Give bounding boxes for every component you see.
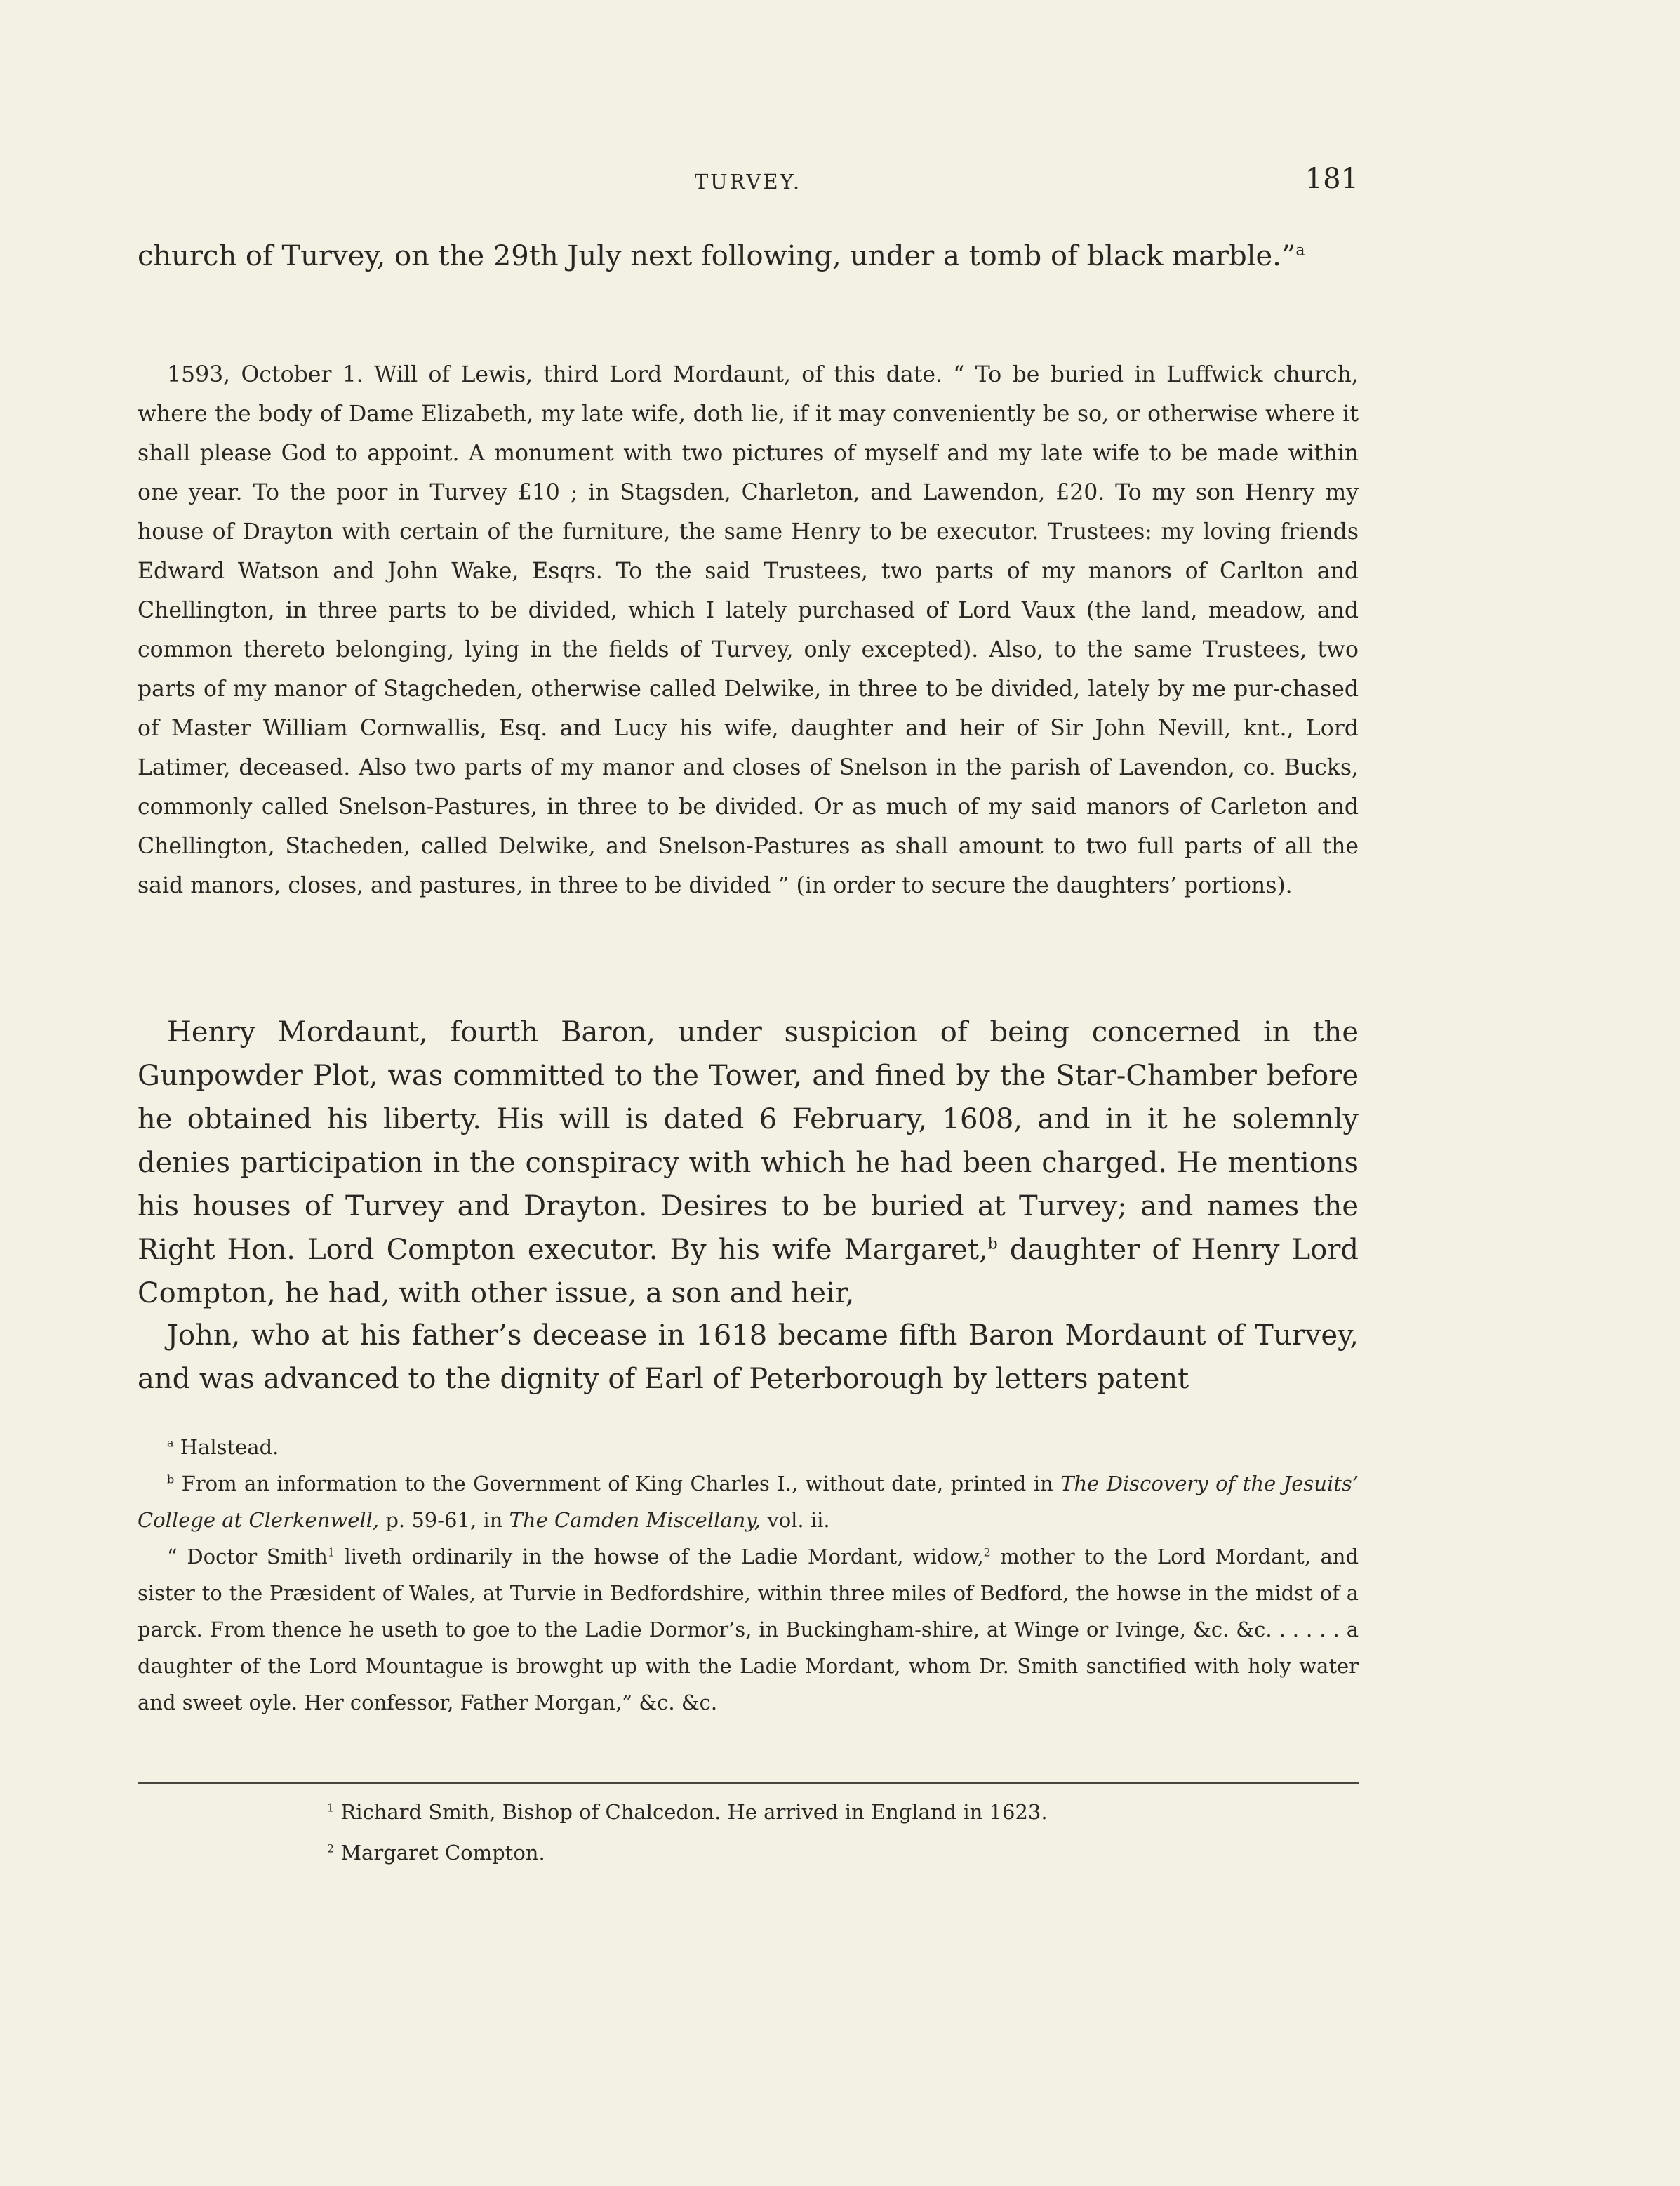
sub-footnote-1 — [327, 1794, 1309, 1830]
sub-footnote-ref-1: 1 — [327, 1545, 335, 1559]
quote-text-2: liveth ordinarily in the howse of the Ladie Mordant, widow, — [334, 1545, 984, 1568]
running-header — [138, 163, 1359, 199]
footnote-b-text: From an information to the Government of King Charles I., without date, printed in — [181, 1472, 1061, 1495]
footnote-rule — [138, 1782, 1359, 1784]
footnote-ref-b: b — [987, 1235, 998, 1253]
henry-text-2: daughter of Henry Lord Compton, he had, with other issue, a son and heir, — [138, 1234, 1359, 1309]
sub-footnote-2-text: Margaret Compton. — [340, 1841, 545, 1865]
john-mordaunt-paragraph: John, who at his father’s decease in 1618 became fifth Baron Mordaunt of Turvey, and was advanced to the dignity of Earl of Peterborough by letters patent — [138, 1319, 1359, 1395]
running-title: TURVEY. — [694, 170, 802, 194]
footnote-a-mark: a — [167, 1436, 174, 1450]
henry-mordaunt-paragraph — [138, 1011, 1359, 1315]
sub-footnote-1-mark: 1 — [327, 1801, 335, 1815]
footnote-b-title-camden: The Camden Miscellany, — [509, 1508, 761, 1532]
page-number: 181 — [1305, 163, 1359, 195]
footnote-b — [138, 1465, 1359, 1538]
footnote-b-text-3: vol. ii. — [761, 1508, 830, 1532]
footnote-a-text: Halstead. — [180, 1435, 279, 1459]
sub-footnote-ref-2: 2 — [983, 1545, 991, 1559]
sub-footnote-1-text: Richard Smith, Bishop of Chalcedon. He arrived in England in 1623. — [340, 1800, 1048, 1824]
will-1593-paragraph: 1593, October 1. Will of Lewis, third Lord Mordaunt, of this date. “ To be buried in Luffwick church, where the body of Dame Elizabeth, my late wife, doth lie, if it may conveniently be so, or otherwise where it shall please God to appoint. A monument with two pictures of myself and my late wife to be made within one year. To the poor in Turvey £10 ; in Stagsden, Charleton, and Lawendon, £20. To my son Henry my house of Drayton with certain of the furniture, the same Henry to be executor. Trustees: my loving friends Edward Watson and John Wake, Esqrs. To the said Trustees, two parts of my manors of Carlton and Chellington, in three parts to be divided, which I lately purchased of Lord Vaux (the land, meadow, and common thereto belonging, lying in the fields of Turvey, only excepted). Also, to the same Trustees, two parts of my manor of Stagcheden, otherwise called Delwike, in three to be divided, lately by me pur-chased of Master William Cornwallis, Esq. and Lucy his wife, daughter and heir of Sir John Nevill, knt., Lord Latimer, deceased. Also two parts of my manor and closes of Snelson in the parish of Lavendon, co. Bucks, commonly called Snelson-Pastures, in three to be divided. Or as much of my said manors of Carleton and Chellington, Stacheden, called Delwike, and Snelson-Pastures as shall amount to two full parts of all the said manors, closes, and pastures, in three to be divided ” (in order to secure the daughters’ portions). — [138, 362, 1359, 898]
continuation-paragraph — [138, 234, 1359, 278]
footnote-quote — [138, 1538, 1359, 1721]
footnote-b-title-discovery: The Discovery of the Jesuits’ College at Clerkenwell, — [138, 1472, 1359, 1532]
footnote-b-text-2: p. 59-61, in — [379, 1508, 509, 1532]
continuation-text: church of Turvey, on the 29th July next following, under a tomb of black marble.” — [138, 240, 1296, 272]
sub-footnote-2-mark: 2 — [327, 1841, 335, 1855]
footnote-a — [138, 1429, 1359, 1465]
henry-text-1: Henry Mordaunt, fourth Baron, under suspicion of being concerned in the Gunpowder Plot, was committed to the Tower, and fined by the Star-Chamber before he obtained his liberty. His will is dated 6 February, 1608, and in it he solemnly denies participation in the conspiracy with which he had been charged. He mentions his houses of Turvey and Drayton. Desires to be buried at Turvey; and names the Right Hon. Lord Compton executor. By his wife Margaret, — [138, 1016, 1359, 1266]
footnote-b-mark: b — [167, 1472, 175, 1486]
quote-text-1: “ Doctor Smith — [167, 1545, 328, 1568]
sub-footnote-2 — [327, 1834, 1309, 1871]
footnote-ref-a: a — [1295, 241, 1305, 260]
quote-text-3: mother to the Lord Mordant, and sister to the Præsident of Wales, at Turvie in Bedfordshire, within three miles of Bedford, the howse in the midst of a parck. From thence he useth to goe to the Ladie Dormor’s, in Buckingham-shire, at Winge or Ivinge, &c. &c. . . . . . a daughter of the Lord Mountague is browght up with the Ladie Mordant, whom Dr. Smith sanctified with holy water and sweet oyle. Her confessor, Father Morgan,” &c. &c. — [138, 1545, 1359, 1714]
